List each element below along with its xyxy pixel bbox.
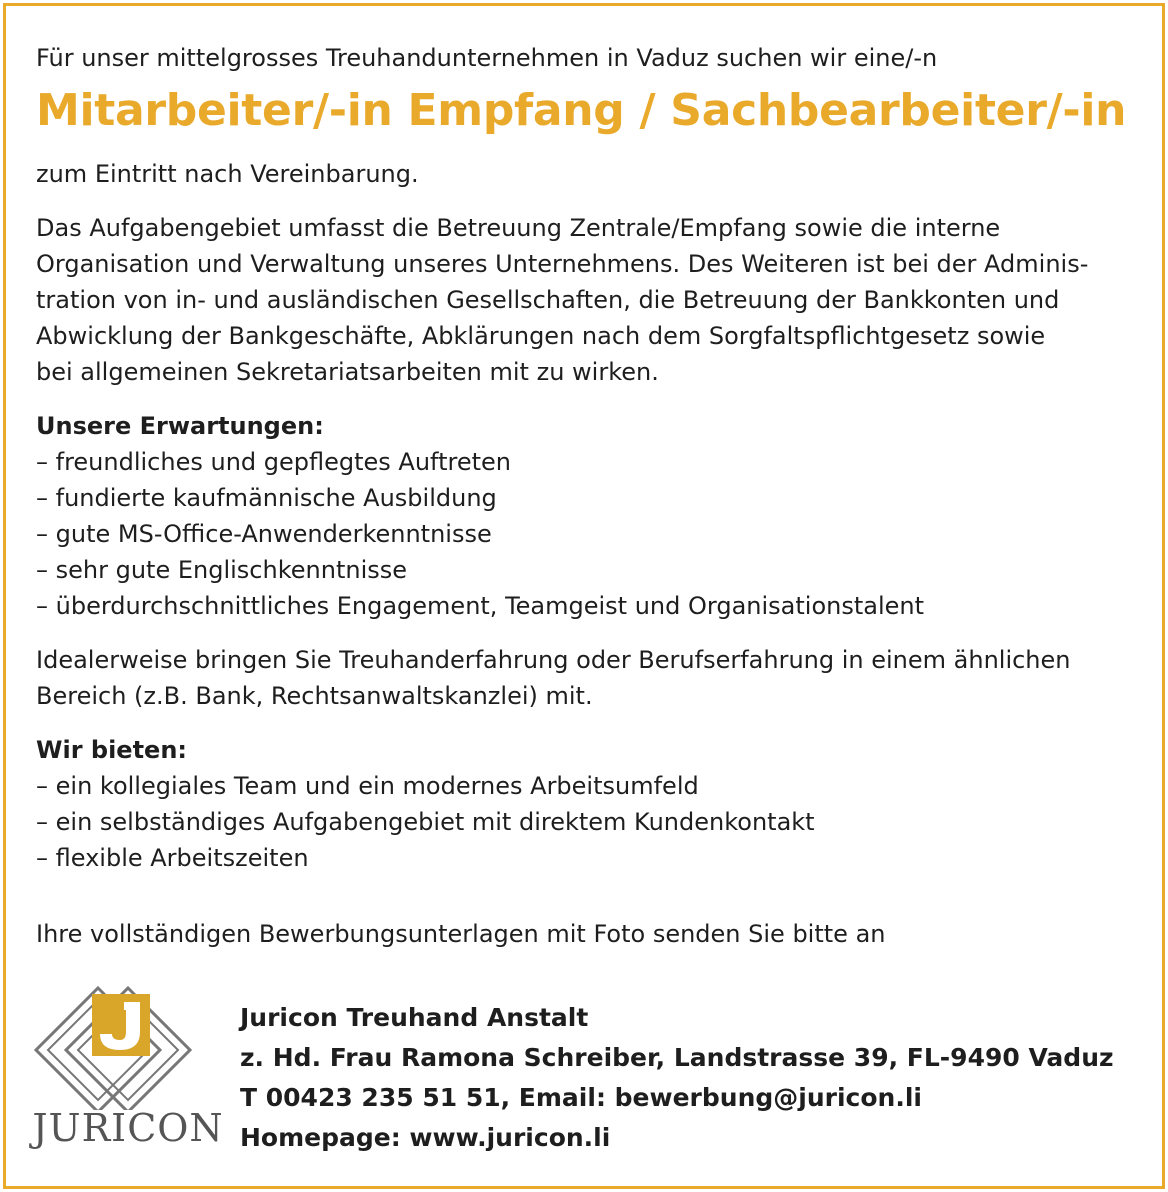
offer-list xyxy=(36,768,1146,876)
description-line: bei allgemeinen Sekretariatsarbeiten mit zu wirken. xyxy=(36,358,659,386)
expectations-list xyxy=(36,444,1146,624)
expectations-section xyxy=(36,408,1146,624)
description-line: tration von in- und ausländischen Gesellschaften, die Betreuung der Bankkonten und xyxy=(36,286,1060,314)
description-line: Organisation und Verwaltung unseres Unternehmens. Des Weiteren ist bei der Adminis- xyxy=(36,250,1089,278)
start-date-text: zum Eintritt nach Vereinbarung. xyxy=(36,160,419,188)
contact-block xyxy=(240,998,1114,1158)
contact-homepage: Homepage: www.juricon.li xyxy=(240,1123,611,1152)
ideal-line: Idealerweise bringen Sie Treuhanderfahrung oder Berufserfahrung in einem ähnlichen xyxy=(36,646,1071,674)
ad-content xyxy=(36,40,1146,952)
description-line: Abwicklung der Bankgeschäfte, Abklärungen nach dem Sorgfaltspflichtgesetz sowie xyxy=(36,322,1046,350)
list-item: – gute MS-Office-Anwenderkenntnisse xyxy=(36,520,492,548)
logo-mark-icon xyxy=(28,980,228,1110)
intro-text: Für unser mittelgrosses Treuhandunternehmen in Vaduz suchen wir eine/-n xyxy=(36,44,938,72)
ideal-line: Bereich (z.B. Bank, Rechtsanwaltskanzlei) mit. xyxy=(36,682,593,710)
company-name: Juricon Treuhand Anstalt xyxy=(240,1003,589,1032)
list-item: – flexible Arbeitszeiten xyxy=(36,844,309,872)
list-item: – ein selbständiges Aufgabengebiet mit direktem Kundenkontakt xyxy=(36,808,815,836)
juricon-logo xyxy=(28,980,228,1170)
contact-address: z. Hd. Frau Ramona Schreiber, Landstrasse 39, FL-9490 Vaduz xyxy=(240,1043,1114,1072)
expectations-heading: Unsere Erwartungen: xyxy=(36,412,324,440)
offer-section xyxy=(36,732,1146,876)
job-title: Mitarbeiter/-in Empfang / Sachbearbeiter/-in xyxy=(36,85,1127,136)
job-description xyxy=(36,210,1146,390)
offer-heading: Wir bieten: xyxy=(36,736,188,764)
list-item: – fundierte kaufmännische Ausbildung xyxy=(36,484,497,512)
logo-wordmark: JURICON xyxy=(32,1106,224,1150)
list-item: – sehr gute Englischkenntnisse xyxy=(36,556,408,584)
list-item: – überdurchschnittliches Engagement, Teamgeist und Organisationstalent xyxy=(36,592,925,620)
list-item: – ein kollegiales Team und ein modernes Arbeitsumfeld xyxy=(36,772,699,800)
description-line: Das Aufgabengebiet umfasst die Betreuung Zentrale/Empfang sowie die interne xyxy=(36,214,1001,242)
ideal-candidate-text xyxy=(36,642,1146,714)
contact-phone-email: T 00423 235 51 51, Email: bewerbung@juricon.li xyxy=(240,1083,922,1112)
list-item: – freundliches und gepflegtes Auftreten xyxy=(36,448,511,476)
application-instructions: Ihre vollständigen Bewerbungsunterlagen mit Foto senden Sie bitte an xyxy=(36,920,886,948)
